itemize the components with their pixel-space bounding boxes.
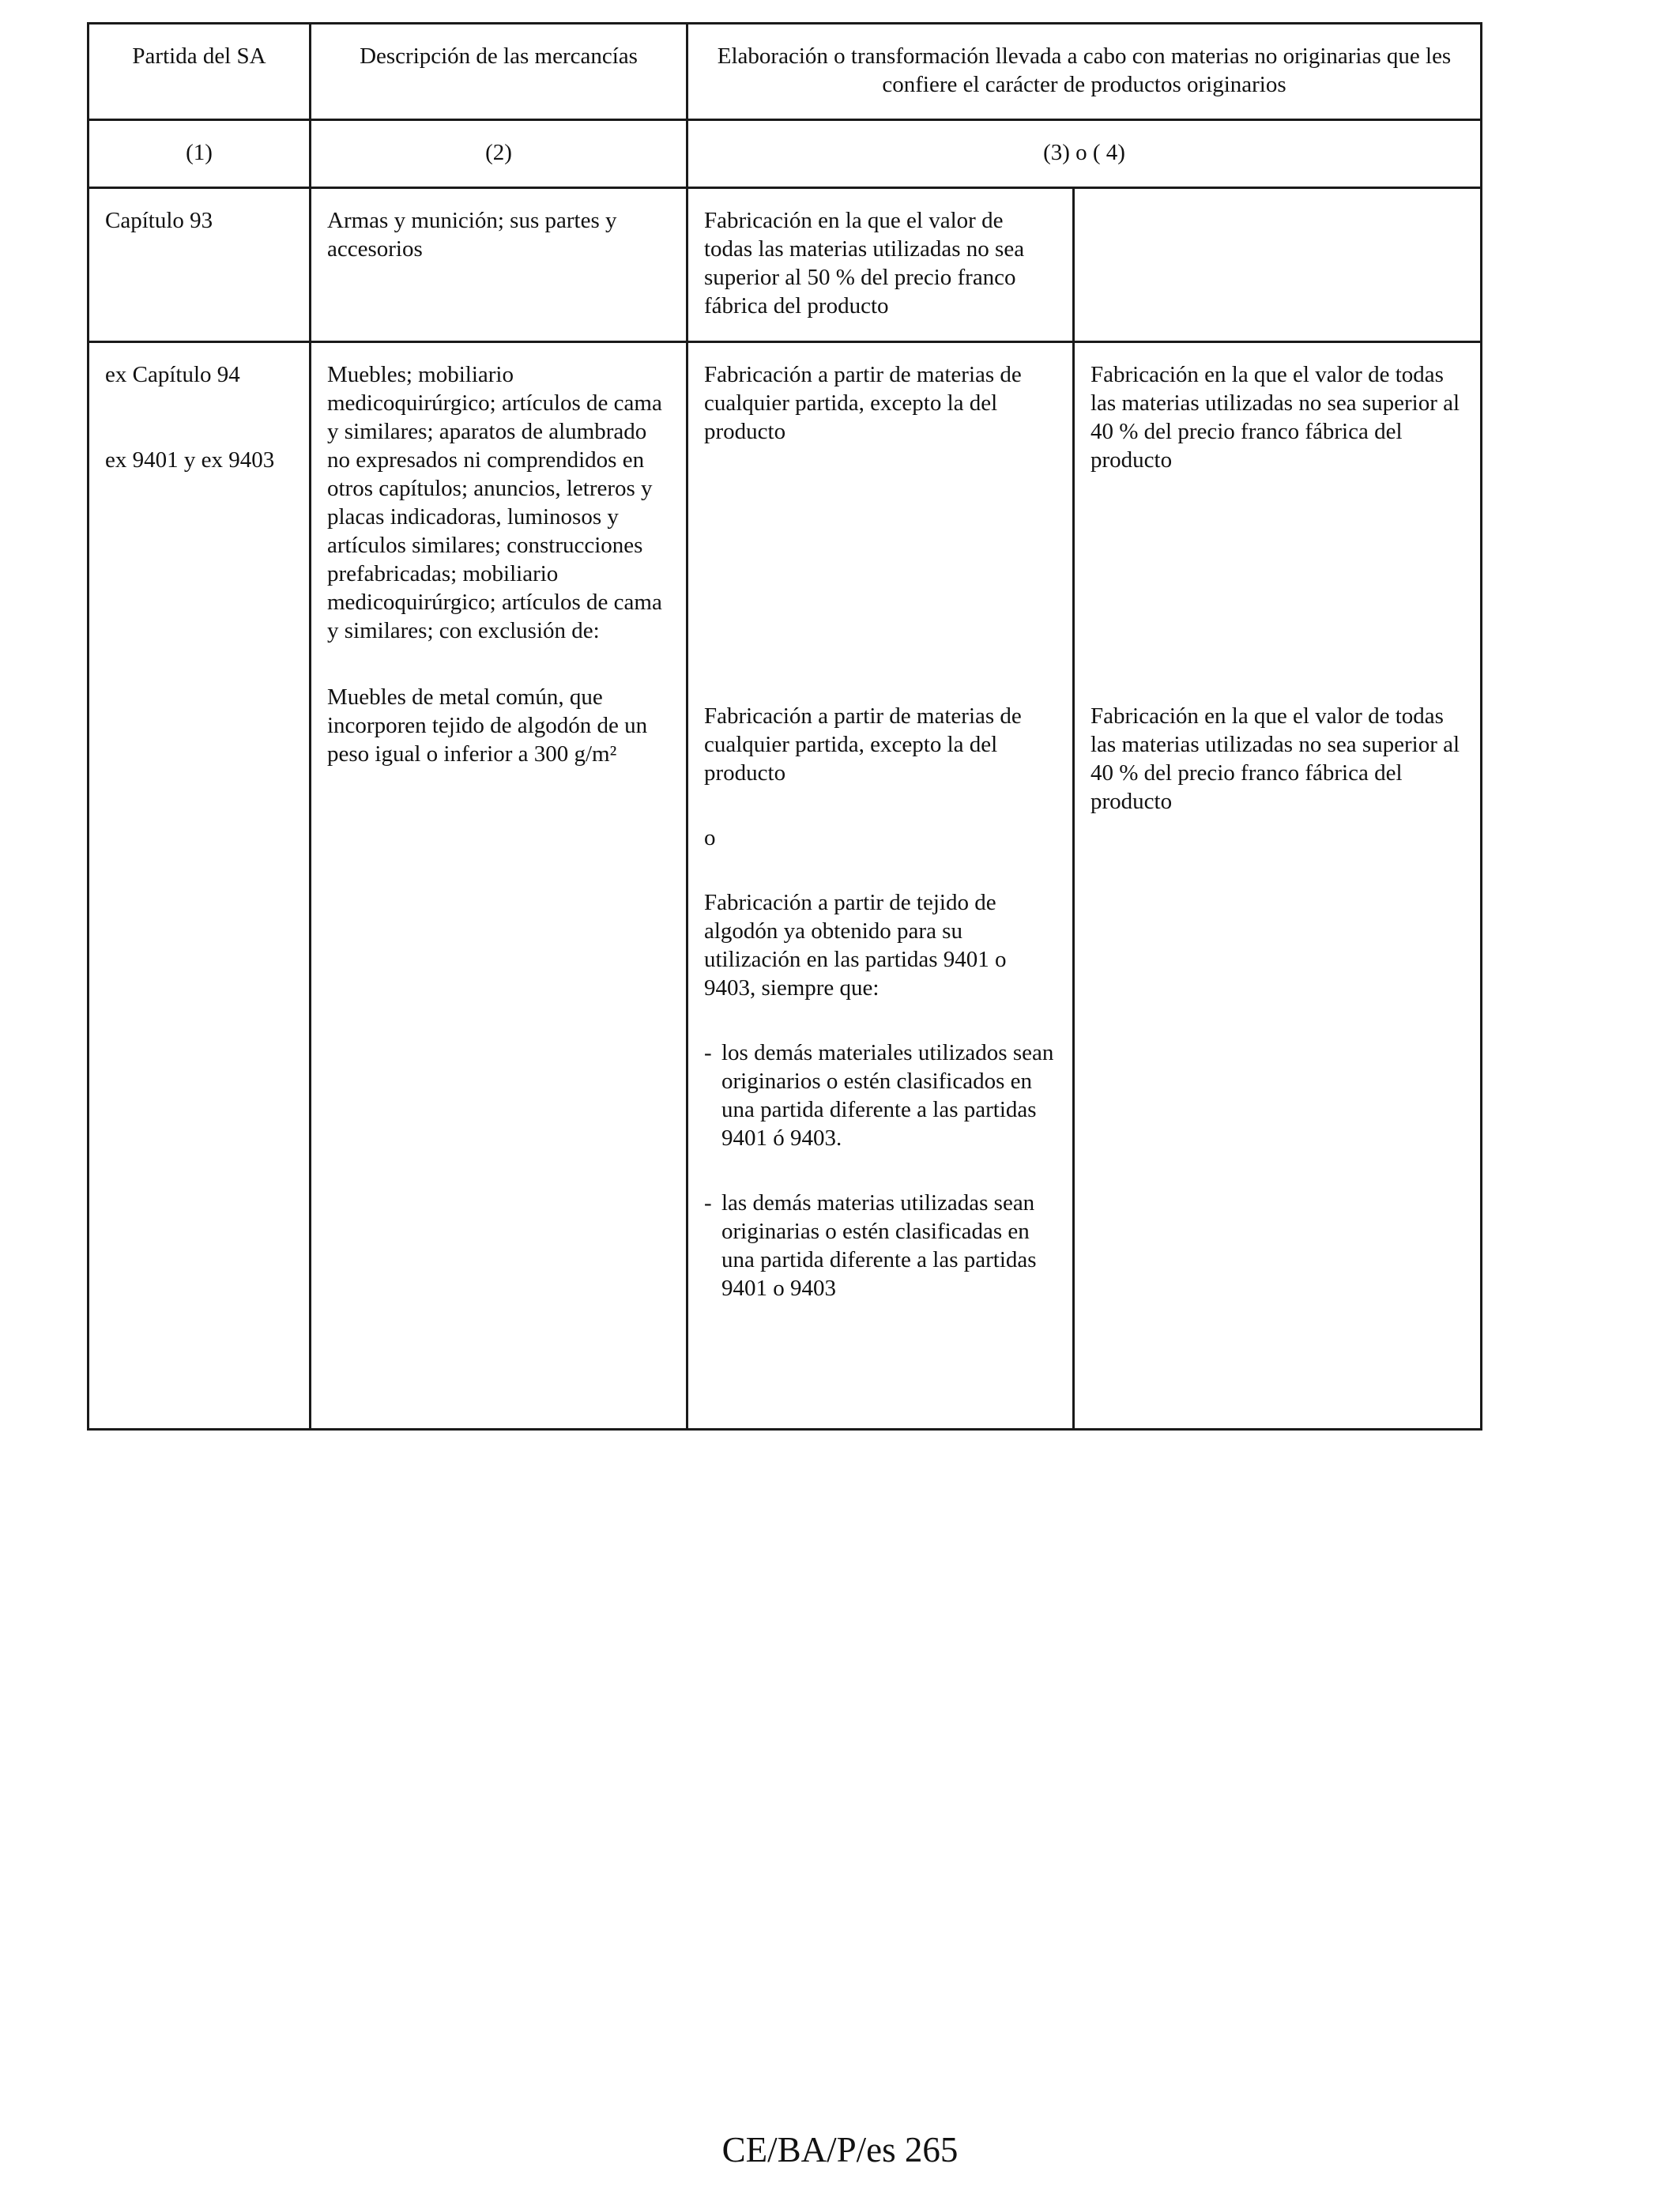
column-number-3-4: (3) o ( 4)	[687, 120, 1482, 188]
header-hs-heading: Partida del SA	[89, 24, 311, 120]
table-row	[89, 188, 1482, 342]
bullet-text: las demás materias utilizadas sean originarias o estén clasificadas en una partida diferente a las partidas 9401 o 9403	[721, 1190, 1037, 1301]
description-cell	[311, 342, 687, 1430]
description-cell: Armas y munición; sus partes y accesorios	[311, 188, 687, 342]
column-number-row	[89, 120, 1482, 188]
table-row	[89, 342, 1482, 1430]
description-ch94: Muebles; mobiliario medicoquirúrgico; artículos de cama y similares; aparatos de alumbrado no expresados ni comprendidos en otros capítulos; anuncios, letreros y placas indicadoras, luminosos y artículos similares; construcciones prefabricadas; mobiliario medicoquirúrgico; artículos de cama y similares; con exclusión de:	[327, 362, 662, 643]
rules-of-origin-table	[87, 22, 1482, 1431]
list-item	[704, 1189, 1057, 1302]
dash-marker: -	[704, 1190, 712, 1216]
column-number-1: (1)	[89, 120, 311, 188]
hs-code-9401-9403: ex 9401 y ex 9403	[105, 447, 275, 473]
rule-col4-cell	[1074, 188, 1482, 342]
rule-col4-9401-9403: Fabricación en la que el valor de todas las materias utilizadas no sea superior al 40 % del precio franco fábrica del producto	[1090, 703, 1460, 814]
hs-code-cell	[89, 342, 311, 1430]
page-reference: CE/BA/P/es 265	[721, 2130, 959, 2169]
bullet-text: los demás materiales utilizados sean originarios o estén clasificados en una partida diferente a las partidas 9401 ó 9403.	[721, 1040, 1054, 1151]
rule-col3-9401-second: Fabricación a partir de tejido de algodón ya obtenido para su utilización en las partidas 9401 o 9403, siempre que:	[704, 890, 1007, 1001]
hs-code-cell: Capítulo 93	[89, 188, 311, 342]
column-number-2: (2)	[311, 120, 687, 188]
rule-col3-ch94: Fabricación a partir de materias de cualquier partida, excepto la del producto	[704, 362, 1022, 444]
rule-col4-ch94: Fabricación en la que el valor de todas las materias utilizadas no sea superior al 40 % del precio franco fábrica del producto	[1090, 362, 1460, 473]
dash-marker: -	[704, 1040, 712, 1065]
list-item	[704, 1039, 1057, 1152]
rule-col3-or: o	[704, 825, 716, 850]
hs-code-ch94: ex Capítulo 94	[105, 362, 240, 387]
rule-col3-cell	[687, 342, 1074, 1430]
rule-col3-cell: Fabricación en la que el valor de todas las materias utilizadas no sea superior al 50 % del precio franco fábrica del producto	[687, 188, 1074, 342]
header-row	[89, 24, 1482, 120]
header-working-processing: Elaboración o transformación llevada a cabo con materias no originarias que les confiere el carácter de productos originarios	[687, 24, 1482, 120]
rule-col3-9401-first: Fabricación a partir de materias de cualquier partida, excepto la del producto	[704, 703, 1022, 786]
description-9401-9403: Muebles de metal común, que incorporen tejido de algodón de un peso igual o inferior a 300 g/m²	[327, 684, 648, 767]
rule-col4-cell	[1074, 342, 1482, 1430]
header-goods-description: Descripción de las mercancías	[311, 24, 687, 120]
